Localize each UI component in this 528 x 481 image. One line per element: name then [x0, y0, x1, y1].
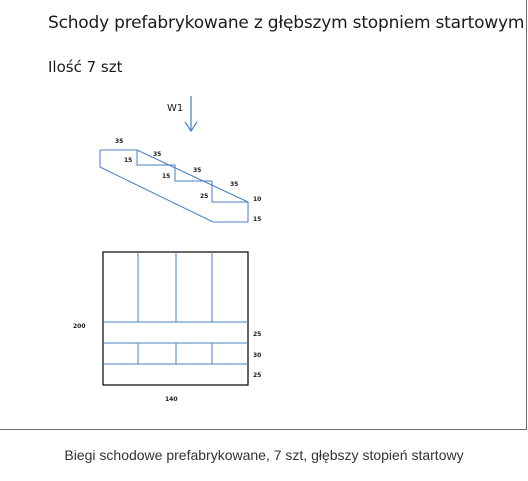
stair-plan-view	[103, 252, 248, 385]
dim-tread-4: 35	[230, 181, 239, 188]
quantity-label: Ilość 7 szt	[48, 58, 123, 76]
dim-step2-rise: 15	[162, 173, 171, 180]
dim-band-1: 25	[253, 331, 262, 338]
stair-side-view	[100, 150, 248, 222]
dim-plan-width: 140	[165, 396, 178, 403]
dim-tread-2: 35	[153, 151, 162, 158]
dim-step1-rise: 15	[124, 157, 133, 164]
slide-title: Schody prefabrykowane z głębszym stopniem startowym	[48, 13, 525, 33]
load-label: W1	[167, 103, 184, 114]
dim-tread-3: 35	[193, 167, 202, 174]
dim-band-2: 30	[253, 352, 262, 359]
load-arrow-icon	[185, 96, 197, 131]
dim-plan-height: 200	[73, 323, 86, 330]
image-caption: Biegi schodowe prefabrykowane, 7 szt, głębszy stopień startowy	[64, 447, 464, 463]
dim-band-3: 25	[253, 372, 262, 379]
dim-tread-top: 35	[115, 138, 124, 145]
dim-right-upper: 10	[253, 196, 262, 203]
dim-right-lower: 15	[253, 216, 262, 223]
dim-start-tread: 25	[200, 193, 209, 200]
